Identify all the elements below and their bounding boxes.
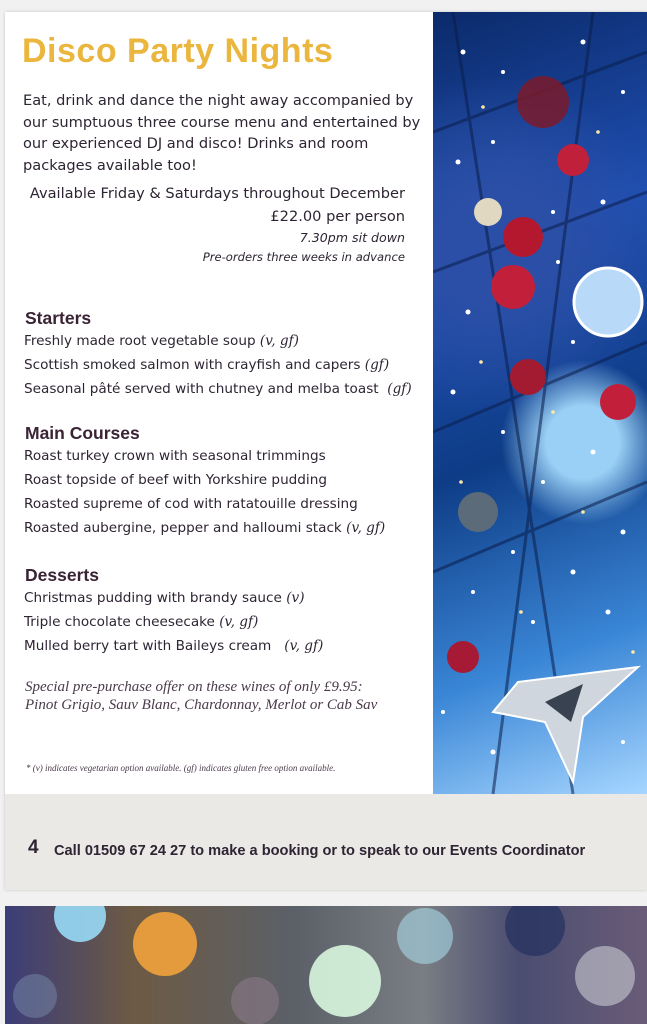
menu-item xyxy=(24,377,412,401)
dietary-footnote: * (v) indicates vegetarian option available. (gf) indicates gluten free option available. xyxy=(26,763,336,773)
diet-tag: (v, gf) xyxy=(346,520,386,536)
menu-content xyxy=(5,12,433,794)
footer-band xyxy=(5,794,647,890)
starters-list xyxy=(24,329,412,401)
diet-tag: (v) xyxy=(286,590,305,606)
diet-tag: (v, gf) xyxy=(284,638,324,654)
price-text: £22.00 per person xyxy=(270,208,405,225)
menu-item-name: Roast turkey crown with seasonal trimmings xyxy=(24,448,326,464)
wine-offer-line: Special pre-purchase offer on these wines of only £9.95: xyxy=(25,679,363,695)
wine-list: Pinot Grigio, Sauv Blanc, Chardonnay, Merlot or Cab Sav xyxy=(25,697,378,713)
menu-item-name: Freshly made root vegetable soup xyxy=(24,333,256,349)
diet-tag: (gf) xyxy=(387,381,412,397)
desserts-heading: Desserts xyxy=(25,565,99,585)
desserts-list xyxy=(24,586,323,658)
bokeh-lights-illustration xyxy=(5,906,647,1024)
menu-item-name: Christmas pudding with brandy sauce xyxy=(24,590,282,606)
menu-item xyxy=(24,492,385,516)
preorder-note: Pre-orders three weeks in advance xyxy=(202,250,405,264)
menu-item xyxy=(24,468,385,492)
menu-item xyxy=(24,516,385,540)
intro-text: Eat, drink and dance the night away accompanied by our sumptuous three course menu and entertained by our experienced DJ and disco! Drinks and room packages available too! xyxy=(23,92,421,174)
christmas-tree-illustration xyxy=(433,12,647,794)
menu-item-name: Roasted aubergine, pepper and halloumi stack xyxy=(24,520,342,536)
page-title: Disco Party Nights xyxy=(22,32,334,70)
brochure-page xyxy=(5,12,647,890)
menu-item xyxy=(24,444,385,468)
christmas-tree-photo xyxy=(433,12,647,794)
starters-heading: Starters xyxy=(25,308,92,328)
menu-item-name: Seasonal pâté served with chutney and melba toast xyxy=(24,381,379,397)
menu-item-name: Roasted supreme of cod with ratatouille dressing xyxy=(24,496,358,512)
menu-item-name: Scottish smoked salmon with crayfish and capers xyxy=(24,357,361,373)
mains-list xyxy=(24,444,385,540)
availability-text: Available Friday & Saturdays throughout December xyxy=(29,185,405,202)
diet-tag: (gf) xyxy=(364,357,390,373)
menu-item-name: Roast topside of beef with Yorkshire pudding xyxy=(24,472,327,488)
menu-item-name: Mulled berry tart with Baileys cream xyxy=(24,638,272,654)
menu-item xyxy=(24,634,323,658)
menu-item xyxy=(24,586,323,610)
booking-call-to-action: Call 01509 67 24 27 to make a booking or to speak to our Events Coordinator xyxy=(54,843,586,859)
menu-item-name: Triple chocolate cheesecake xyxy=(24,614,215,630)
diet-tag: (v, gf) xyxy=(259,333,299,349)
menu-item xyxy=(24,610,323,634)
main-courses-heading: Main Courses xyxy=(25,423,140,443)
page-number: 4 xyxy=(28,837,39,858)
diet-tag: (v, gf) xyxy=(219,614,259,630)
sit-down-time: 7.30pm sit down xyxy=(299,230,405,245)
menu-item xyxy=(24,329,412,353)
wine-offer xyxy=(25,678,377,714)
bokeh-lights-photo xyxy=(5,906,647,1024)
menu-item xyxy=(24,353,412,377)
